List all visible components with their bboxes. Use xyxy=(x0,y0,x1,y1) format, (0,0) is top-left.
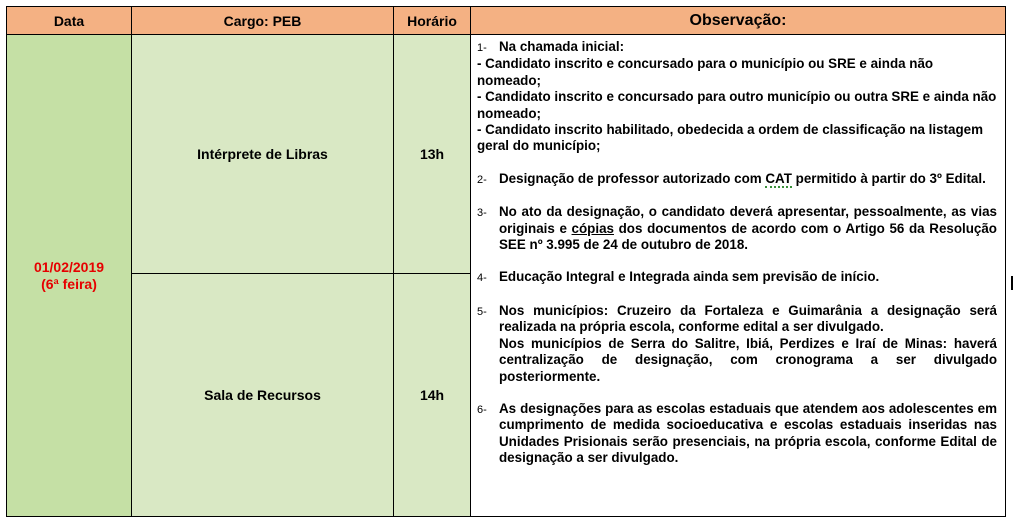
row-cargo-libras: Intérprete de Libras xyxy=(132,35,394,274)
obs-item-1-title: 1- Na chamada inicial: xyxy=(477,39,625,54)
obs-item-3: 3- No ato da designação, o candidato deverá apresentar, pessoalmente, as vias originais e cópias dos documentos de acordo com o Artigo 56 da Resolução SEE nº 3.995 de 24 de outubro de 2018. xyxy=(477,204,997,253)
row-horario-libras: 13h xyxy=(394,35,471,274)
date-cell xyxy=(7,35,132,516)
header-horario: Horário xyxy=(394,7,471,35)
row-horario-recursos: 14h xyxy=(394,274,471,516)
date-value: 01/02/2019 xyxy=(33,258,105,275)
obs-item-2: 2- Designação de professor autorizado com CAT permitido à partir do 3º Edital. xyxy=(477,170,986,186)
observation-cell xyxy=(471,35,1005,515)
designation-table xyxy=(6,6,1006,517)
header-observacao: Observação: xyxy=(471,7,1005,35)
row-cargo-recursos: Sala de Recursos xyxy=(132,274,394,516)
obs-item-6: 6- As designações para as escolas estaduais que atendem aos adolescentes em cumprimento de medida socioeducativa e escolas estaduais inseridas nas Unidades Prisionais serão presenciais, na própria escola, conforme Edital de designação a ser divulgado. xyxy=(477,400,997,466)
obs-item-1-line-3: - Candidato inscrito habilitado, obedecida a ordem de classificação na listagem geral do município; xyxy=(477,122,984,154)
obs-item-1-line-1: - Candidato inscrito e concursado para o município ou SRE e ainda não nomeado; xyxy=(477,56,934,88)
obs-item-1-line-2: - Candidato inscrito e concursado para outro município ou outra SRE e ainda não nomeado; xyxy=(477,89,997,121)
header-cargo: Cargo: PEB xyxy=(132,7,394,35)
header-data: Data xyxy=(7,7,132,35)
obs-item-4: 4- Educação Integral e Integrada ainda sem previsão de início. xyxy=(477,269,880,285)
cat-spellcheck-word: CAT xyxy=(765,170,792,186)
text-cursor xyxy=(1011,276,1013,290)
date-weekday: (6ª feira) xyxy=(41,275,97,292)
obs-item-5: 5- Nos municípios: Cruzeiro da Fortaleza e Guimarânia a designação será realizada na própria escola, conforme edital a ser divulgado. Nos municípios de Serra do Salitre, Ibiá, Perdizes e Iraí de Minas: haverá centralização de designação, com cronograma a ser divulgado posteriormente. xyxy=(477,302,997,384)
